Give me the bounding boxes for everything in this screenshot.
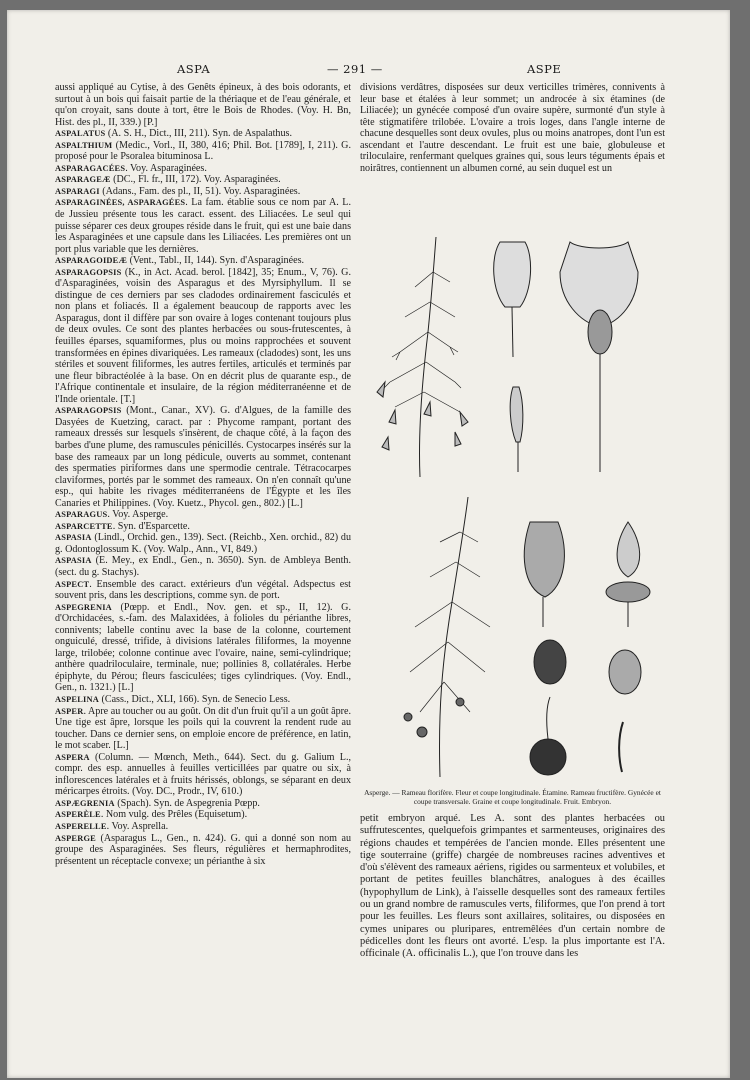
entry-text: (Vent., Tabl., II, 144). Syn. d'Asparaginées.: [127, 255, 305, 267]
entry-text: . Voy. Asparaginées.: [125, 162, 207, 174]
entry-text: (K., in Act. Acad. berol. [1842], 35; Enum., V, 76). G. d'Asparaginées, voisin des Asparagus et des Myrsiphyllum. Il se distingue de ces derniers par ses cladodes ordinairement fasciculés et non plans et foliacés. Il a également beaucoup de rapports avec les Asparagus, dont il diffère par son ovaire à loges contenant toujours plus de deux ovules. Ce sont des plantes herbacées ou sous-frutescentes, à feuilles éparses, squamiformes, plus ou moins rapprochées et souvent transformées en épines divariquées. Les rameaux (cladodes) sont, les uns stériles et souvent filiformes, les autres fertiles, articulés et terminés par une fleur bibractéolée à la base. On en décrit plus de quarante esp., de l'Afrique continentale et insulaire, de la région méditerranéenne et de l'Inde orientale. [T.]: [55, 266, 351, 405]
fruit-drawing: [530, 739, 566, 775]
entry-headword: ASPELINA: [55, 694, 99, 704]
entry-text: aussi appliqué au Cytise, à des Genêts épineux, à des bois odorants, et surtout à un bois qui faisait partie de la thériaque et de l'eau générale, et qu'on croyait, sans doute à tort, être le Bois de Rhodes. (Voy. H. Bn, Hist. des pl., II, 339.) [P.]: [55, 82, 351, 128]
dictionary-entry: [55, 532, 351, 555]
entry-text: (A. S. H., Dict., III, 211). Syn. de Aspalathus.: [105, 128, 292, 140]
flower-drawing: [494, 242, 531, 307]
dictionary-entry: [55, 752, 351, 798]
entry-text: . Voy. Asprella.: [106, 821, 169, 832]
entry-headword: ASPERA: [55, 752, 90, 762]
entry-headword: ASPARAGINÉES, ASPARAGÉES: [55, 198, 186, 208]
dictionary-entry: [55, 833, 351, 868]
entry-text: (Mont., Canar., XV). G. d'Algues, de la famille des Dasyées de Kuetzing, caract. par : Phycome rampant, portant des rameaux dressés sur lesquels s'insèrent, de chaque côté, à la façon des barbes d'une plume, des ramuscules pénicillés. Cystocarpes insérés sur la base des rameaux par un long pédicule, ouverts au sommet, contenant des spermaties piriformes dans une spermodie centrale. Tétracocarpes claviformes, portés par le sommet des rameaux. On n'en connaît qu'une esp., qui habite les rivages méditerranéens de l'Égypte et les îles Canaries et Philippines. (Voy. Kuetz., Phycol. gen., 802.) [L.]: [55, 405, 351, 509]
dictionary-entry: [55, 163, 351, 175]
entry-text: . Apre au toucher ou au goût. On dit d'un fruit qu'il a un goût âpre. Une tige est âpre, lorsque les poils qui la couvrent la rendent rude au toucher. Dans ce dernier sens, on emploie encore de préférence, en latin, le mot scaber. [L.]: [55, 705, 351, 752]
seed-drawing: [534, 640, 566, 684]
dictionary-entry: [55, 555, 351, 578]
dictionary-entry: [55, 694, 351, 706]
entry-text: (Asparagus L., Gen., n. 424). G. qui a donné son nom au groupe des Asparaginées. Ses fleurs, régulières et hermaphrodites, présentent un réceptacle convexe; un périanthe à six: [55, 832, 351, 867]
entry-headword: ASPARCETTE: [55, 521, 113, 531]
running-header: [7, 62, 730, 82]
figure-caption: Asperge. — Rameau florifère. Fleur et coupe longitudinale. Étamine. Rameau fructifère. Gynécée et coupe transversale. Graine et coupe longitudinale. Fruit. Embryon.: [364, 788, 661, 806]
dictionary-entry: [55, 706, 351, 752]
right-column-top: [360, 82, 665, 174]
entry-headword: ASPALTHIUM: [55, 140, 113, 150]
berry-drawing: [417, 727, 427, 737]
asparagus-botanical-illustration: [360, 232, 665, 782]
entry-text: . Nom vulg. des Prêles (Equisetum).: [100, 809, 248, 821]
entry-headword: ASPÆGRENIA: [55, 798, 115, 808]
entry-headword: ASPARAGEÆ: [55, 175, 111, 185]
dictionary-entry: [55, 579, 351, 602]
entry-text: (Column. — Mœnch, Meth., 644). Sect. du g. Galium L., compr. des esp. annuelles à feuilles verticillées par quatre ou six, à inflorescences latérales et à fruits hérissés, oblongs, se séparant en deux méricarpes étroits. (Voy. DC., Prodr., IV, 610.): [55, 751, 351, 798]
stamen-drawing: [510, 387, 523, 442]
gynoecium-drawing: [524, 522, 564, 597]
entry-headword: ASPARAGOPSIS: [55, 406, 122, 416]
entry-headword: ASPARAGUS: [55, 510, 108, 520]
entry-headword: ASPARAGOPSIS: [55, 267, 122, 277]
entry-headword: ASPASIA: [55, 533, 92, 543]
left-column: [55, 82, 351, 867]
entry-headword: ASPARAGI: [55, 186, 100, 196]
entry-text: (Lindl., Orchid. gen., 139). Sect. (Reichb., Xen. orchid., 82) du g. Odontoglossum K. (Voy. Walp., Ann., VI, 849.): [55, 532, 351, 555]
entry-headword: ASPERGE: [55, 833, 96, 843]
dictionary-entry: [55, 821, 351, 833]
dictionary-entry: [55, 174, 351, 186]
header-left-word: ASPA: [177, 62, 211, 76]
entry-headword: ASPASIA: [55, 556, 92, 566]
entry-text: (Pœpp. et Endl., Nov. gen. et sp., II, 12). G. d'Orchidacées, s.-fam. des Malaxidées, à folioles du périanthe libres, connivents; labelle continu avec la base de la colonne, courtement onguiculé, dressé, trifide, à divisions latérales filiformes, la moyenne large, trilobée; colonne continue avec l'ovaire, naine, semi-cylindrique; anthère quadriloculaire, terminale, nue; pollinies 8, collatérales. Herbe épiphyte, du Pérou; fleurs fasciculées; tiges cylindriques. (Voy. Endl., Gen., n. 1321.) [L.]: [55, 601, 351, 694]
entry-text: (Cass., Dict., XLI, 166). Syn. de Senecio Less.: [98, 693, 291, 705]
dictionary-entry: [55, 509, 351, 521]
paragraph-continuation: divisions verdâtres, disposées sur deux verticilles trimères, connivents à leur base et étalées à leur sommet; un androcée à six étamines (de Liliacée); un gynécée composé d'un ovaire supère, surmonté d'un style à tête stigmatifère trilobée. L'ovaire a trois loges, dans l'angle interne de chacune desquelles sont deux ovules, plus ou moins anatropes, dont l'un est ascendant et l'autre descendant. Le fruit est une baie, globuleuse et triloculaire, renfermant quelques graines qui, sous leurs téguments épais et noirâtres, contiennent un albumen corné, au sein duquel est un: [360, 82, 665, 174]
entry-text: (DC., Fl. fr., III, 172). Voy. Asparaginées.: [110, 174, 281, 186]
entry-text: (E. Mey., ex Endl., Gen., n. 3650). Syn. de Ambleya Benth. (sect. du g. Stachys).: [55, 555, 351, 578]
dictionary-entry: [55, 798, 351, 810]
embryo-drawing: [619, 722, 623, 772]
entry-text: (Spach). Syn. de Aspegrenia Pœpp.: [114, 797, 260, 809]
fruiting-branch-stem: [440, 497, 469, 777]
entry-headword: ASPEGRENIA: [55, 602, 112, 612]
page-number: — 291 —: [327, 62, 383, 76]
entry-headword: ASPALATUS: [55, 129, 106, 139]
dictionary-entry: [55, 521, 351, 533]
entry-headword: ASPARAGACÉES: [55, 163, 126, 173]
entry-headword: ASPECT: [55, 579, 90, 589]
entry-headword: ASPERELLE: [55, 822, 107, 831]
entry-text: (Medic., Vorl., II, 380, 416; Phil. Bot. [1789], I, 211). G. proposé pour le Psoralea bituminosa L.: [55, 139, 351, 163]
entry-text: . Syn. d'Esparcette.: [112, 520, 190, 532]
ovary-cross-section-drawing: [606, 582, 650, 602]
dictionary-entry: [55, 267, 351, 406]
seed-section-drawing: [609, 650, 641, 694]
dictionary-entry: [55, 82, 351, 128]
dictionary-entry: [55, 809, 351, 821]
entry-headword: ASPARAGOIDEÆ: [55, 256, 128, 266]
entry-headword: ASPER: [55, 706, 84, 716]
entry-text: . La fam. établie sous ce nom par A. L. de Jussieu présente tous les caract. essent. des Liliacées. Le seul qui puisse séparer ces deux groupes réside dans le fruit, qui est une baie dans les Asparaginées et une capsule dans les Liliacées. Les premières ont un port plus variable que les dernières.: [55, 197, 351, 255]
entry-text: . Voy. Asperge.: [107, 509, 169, 521]
paragraph-asperge-continued: petit embryon arqué. Les A. sont des plantes herbacées ou suffrutescentes, quelquefois grimpantes et sarmenteuses, originaires des régions chaudes et tempérées de l'ancien monde. Elles présentent une tige souterraine (griffe) chargée de nombreuses racines adventives et d'où s'élèvent des rameaux aériens, rigides ou sarmenteux et volubiles, et portant de petites feuilles blanchâtres, analogues à des écailles (hypophyllum de Link), à l'aisselle desquelles sont des rameaux fertiles ou un grand nombre de ramuscules verts, filiformes, que l'on prend à tort pour les feuilles. Les fleurs sont axillaires, solitaires, ou disposées en cymes unipares ou pluripares, entremêlées d'un certain nombre de pédicelles dont les fleurs ont avorté. L'esp. la plus importante est l'A. officinale (A. officinalis L.), que l'on trouve dans les: [360, 813, 665, 960]
flowering-branch-stem: [419, 237, 436, 477]
dictionary-page: [7, 10, 730, 1078]
entry-text: (Adans., Fam. des pl., II, 51). Voy. Asparaginées.: [99, 185, 301, 197]
dictionary-entry: [55, 255, 351, 267]
dictionary-entry: [55, 602, 351, 694]
entry-headword: ASPERÈLE: [55, 810, 101, 820]
dictionary-entry: [55, 186, 351, 198]
dictionary-entry: [55, 140, 351, 163]
header-right-word: ASPE: [527, 62, 562, 76]
entry-text: . Ensemble des caract. extérieurs d'un végétal. Adspectus est souvent pris, dans les descriptions, comme syn. de port.: [55, 578, 351, 602]
dictionary-entry: [55, 197, 351, 255]
dictionary-entry: [55, 128, 351, 140]
dictionary-entry: [55, 405, 351, 509]
right-column-bottom: [360, 813, 665, 961]
